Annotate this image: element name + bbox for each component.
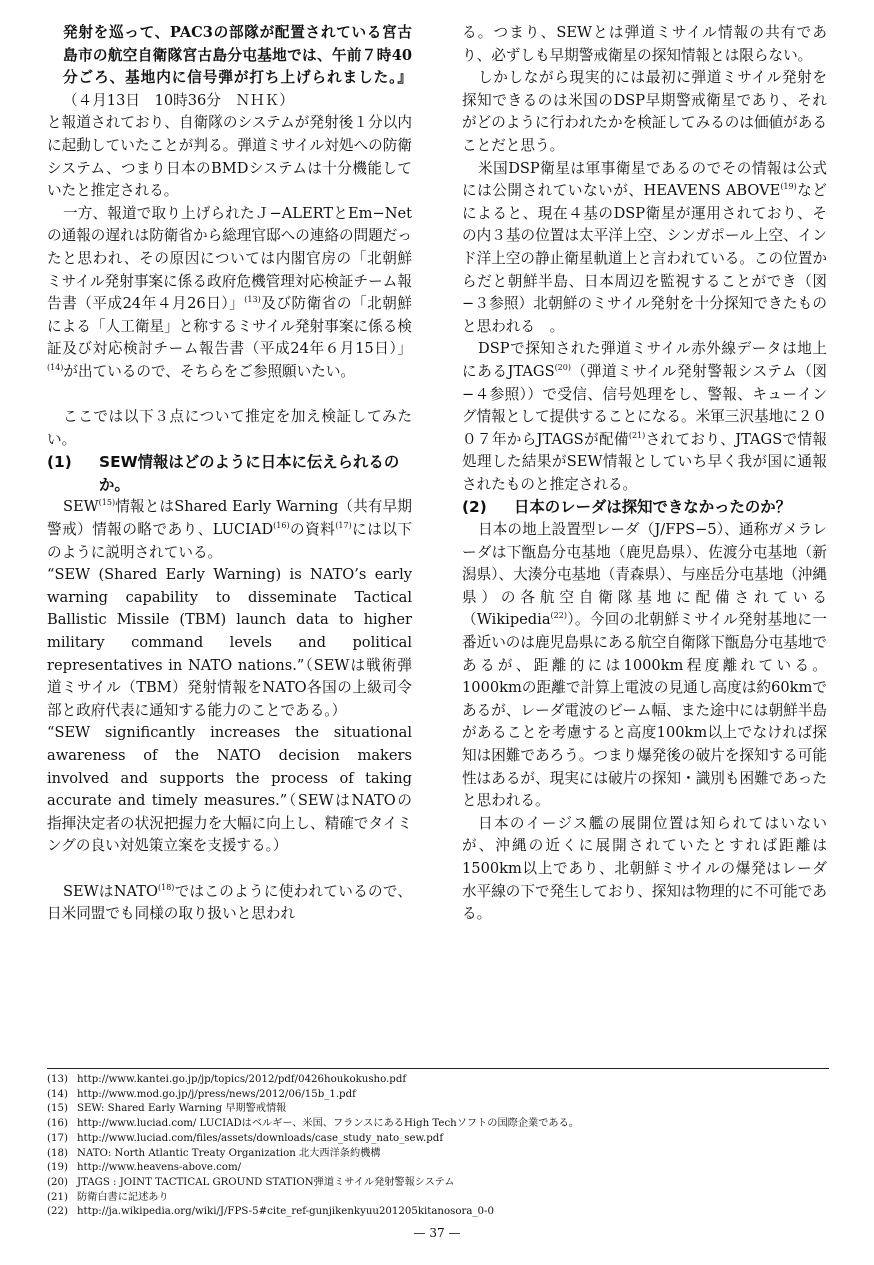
footnote-item [47,1191,837,1206]
footnote-text[interactable]: http://www.mod.go.jp/j/press/news/2012/06/15b_1.pdf [77,1088,356,1100]
footnote-text[interactable]: http://www.heavens-above.com/ [77,1162,242,1174]
right-column [462,22,827,926]
footnote-text: 防衛白書に記述あり [77,1191,169,1203]
left-column [47,22,412,926]
footnote-ref[interactable]: (18) [158,882,175,892]
footnote-number: (19) [47,1162,68,1174]
footnote-number: (20) [47,1176,68,1188]
footnote-number: (17) [47,1132,68,1144]
footnote-ref[interactable]: (13) [244,295,261,305]
footnote-item [47,1205,837,1220]
footnote-ref[interactable]: (15) [98,498,116,508]
section-heading-1 [47,451,412,496]
quoted-news-text: 発射を巡って、PAC3の部隊が配置されている宮古島市の航空自衛隊宮古島分屯基地では、午前７時40分ごろ、基地内に信号弾が打ち上げられました。』（４月13日 10時36分 ＮＨＫ） [63,24,412,109]
footnote-number: (18) [47,1147,68,1159]
section-number: (1) [47,453,72,472]
footnote-item [47,1088,837,1103]
quote-translation: （SEWは戦術弾道ミサイル（TBM）発射情報をNATO各国の上級司令部と政府代表に通知する能力のことである。） [47,656,412,719]
footnote-number: (16) [47,1118,68,1130]
section-heading-2 [462,496,827,519]
footnote-number: (15) [47,1103,68,1115]
footnote-item [47,1073,837,1088]
footnote-text[interactable]: http://ja.wikipedia.org/wiki/J/FPS-5#cite_ref-gunjikenkyuu201205kitanosora_0-0 [77,1206,494,1218]
footnote-item [47,1161,837,1176]
paragraph: と報道されており、自衛隊のシステムが発射後１分以内に起動していたことが判る。弾道ミサイル対処への防衛システム、つまり日本のBMDシステムは十分機能していたと推定される。 [47,114,412,200]
paragraph: る。つまり、SEWとは弾道ミサイル情報の共有であり、必ずしも早期警戒衛星の探知情報とは限らない。 [462,24,827,64]
paragraph: 一方、報道で取り上げられたＪ−ALERTとEm−Netの通報の遅れは防衛省から総理官邸への連絡の問題だったと思われ、その原因については内閣官房の「北朝鮮ミサイル発射事案に係る政府危機管理対応検証チーム報告書（平成24年４月26日）」$^{(13)}$及び防衛省の「北朝鮮による「人工衛星」と称するミサイル発射事案に係る検証及び対応検討チーム報告書（平成24年６月15日）」$^{(14)}$が出ているので、そちらをご参照願いたい。 [47,204,412,380]
footnote-ref[interactable]: (22) [550,611,567,621]
footnote-text[interactable]: http://www.luciad.com/ LUCIADはベルギー、米国、フランスにあるHigh Techソフトの国際企業である。 [77,1118,579,1130]
footnote-item [47,1132,837,1147]
footnote-item [47,1117,837,1132]
footnote-ref[interactable]: (20) [554,363,572,373]
footnote-ref[interactable]: (19) [780,182,797,192]
paragraph: しかしながら現実的には最初に弾道ミサイル発射を探知できるのは米国のDSP早期警戒衛星であり、それがどのように行われたかを検証してみるのは価値があることだと思う。 [462,69,827,154]
paragraph: 米国DSP衛星は軍事衛星であるのでその情報は公式には公開されていないが、HEAVENS ABOVE$^{(19)}$などによると、現在４基のDSP衛星が運用されており、その内３基の位置は太平洋上空、シンガポール上空、インド洋上空の静止衛星軌道上と言われている。この位置からだと朝鮮半島、日本周辺を監視することができ（図−３参照）北朝鮮のミサイル発射を十分探知できたものと思われる 。 [462,159,827,335]
footnote-ref[interactable]: (21) [628,430,646,440]
paragraph: SEW$^{(15)}$情報とはShared Early Warning（共有早期警戒）情報の略であり、LUCIAD$^{(16)}$の資料$^{(17)}$には以下のように説明されている。 [47,498,412,561]
section-title: SEW情報はどのように日本に伝えられるのか。 [99,453,400,494]
footnote-text: SEW: Shared Early Warning 早期警戒情報 [77,1103,287,1115]
paragraph: DSPで探知された弾道ミサイル赤外線データは地上にあるJTAGS$^{(20)}$（弾道ミサイル発射警報システム（図−４参照））で受信、信号処理をし、警報、キューイング情報として提供することになる。米軍三沢基地に２００７年からJTAGSが配備$^{(21)}$されており、JTAGSで情報処理した結果がSEW情報としていち早く我が国に通報されたものと推定される。 [462,340,828,493]
quote-source: （４月13日 10時36分 ＮＨＫ） [63,91,294,109]
footnote-text: JTAGS : JOINT TACTICAL GROUND STATION弾道ミサイル発射警報システム [77,1176,455,1188]
section-number: (2) [462,498,487,517]
footnote-ref[interactable]: (16) [273,521,290,531]
paragraph: 日本のイージス艦の展開位置は知られてはいないが、沖縄の近くに展開されていたとすれば距離は1500km以上であり、北朝鮮ミサイルの爆発はレーダ水平線の下で発生しており、探知は物理的に不可能である。 [462,814,827,923]
footnotes-list [47,1073,837,1220]
english-quote: “SEW significantly increases the situational awareness of the NATO decision makers involved and supports the process of taking accurate and timely measures.”（SEWはNATOの指揮決定者の状況把握力を大幅に向上し、精確でタイミングの良い対処策立案を支援する。） [47,724,413,855]
footnote-ref[interactable]: (17) [335,521,352,531]
footnote-number: (21) [47,1191,68,1203]
paragraph: SEWはNATO$^{(18)}$ではこのように使われているので、日米同盟でも同様の取り扱いと思われ [47,882,412,923]
footnote-text: NATO: North Atlantic Treaty Organization 北大西洋条約機構 [77,1147,381,1159]
paragraph: ここでは以下３点について推定を加え検証してみたい。 [47,408,412,448]
footnote-item [47,1102,837,1117]
page-number: — 37 — [413,1226,461,1240]
footnote-number: (22) [47,1206,68,1218]
section-title: 日本のレーダは探知できなかったのか？ [514,498,792,517]
quote-translation: （SEWはNATOの指揮決定者の状況把握力を大幅に向上し、精確でタイミングの良い対処策立案を支援する。） [47,792,413,855]
paragraph: 日本の地上設置型レーダ（J/FPS−5）、通称ガメラレーダは下甑島分屯基地（鹿児島県）、佐渡分屯基地（新潟県）、大湊分屯基地（青森県）、与座岳分屯基地（沖縄県）の各航空自衛隊基地に配備されている（Wikipedia$^{(22)}$）。今回の北朝鮮ミサイル発射基地に一番近いのは鹿児島県にある航空自衛隊下甑島分屯基地であるが、距離的には1000km程度離れている。1000kmの距離で計算上電波の見通し高度は約60kmであるが、レーダ電波のビーム幅、また途中には朝鮮半島があることを考慮すると高度100km以上でなければ探知は困難であろう。つまり爆発後の破片を探知する可能性はあるが、現実には破片の探知・識別も困難であったと思われる。 [462,521,827,810]
footnote-text[interactable]: http://www.kantei.go.jp/jp/topics/2012/pdf/0426houkokusho.pdf [77,1074,407,1085]
footnote-text[interactable]: http://www.luciad.com/files/assets/downloads/case_study_nato_sew.pdf [77,1132,444,1144]
footnote-number: (14) [47,1088,68,1100]
footnote-divider [47,1068,829,1069]
footnote-item [47,1176,837,1191]
english-quote: “SEW (Shared Early Warning) is NATO’s early warning capability to disseminate Tactical Ballistic Missile (TBM) launch data to higher military command levels and political representatives in NATO nations.”（SEWは戦術弾道ミサイル（TBM）発射情報をNATO各国の上級司令部と政府代表に通知する能力のことである。） [47,566,412,719]
footnote-ref[interactable]: (14) [47,363,64,373]
footnote-number: (13) [47,1074,68,1085]
footnote-item [47,1147,837,1162]
